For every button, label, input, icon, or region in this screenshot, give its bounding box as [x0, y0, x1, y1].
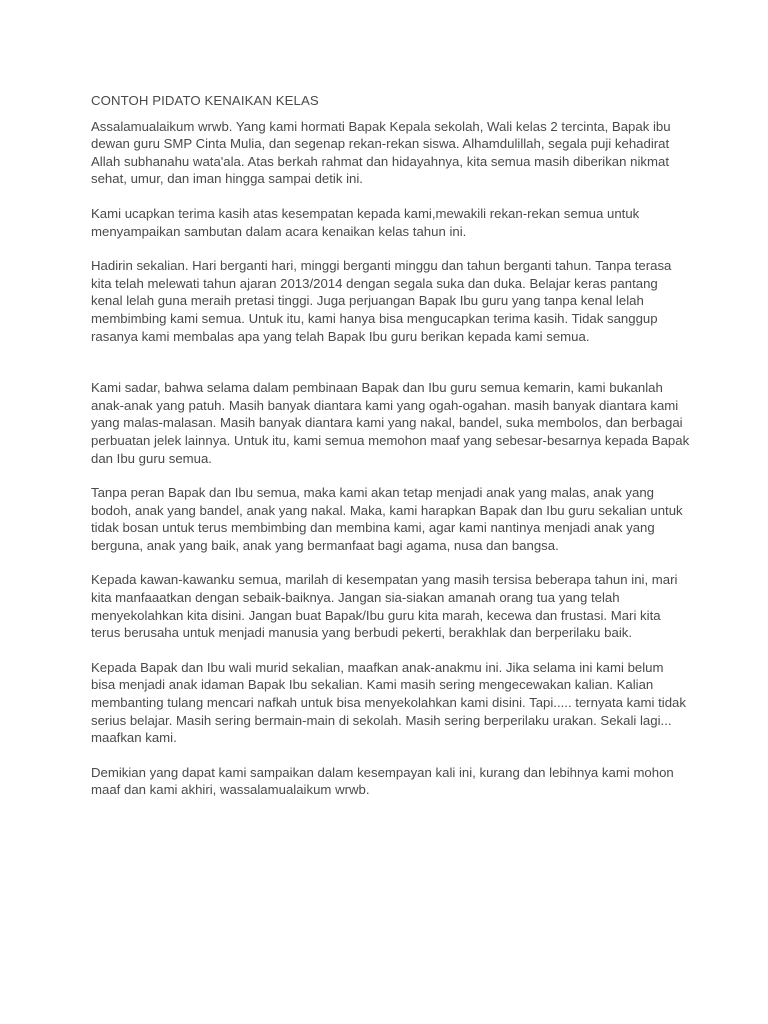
paragraph-apology: Kami sadar, bahwa selama dalam pembinaan Bapak dan Ibu guru semua kemarin, kami bukanlah anak-anak yang patuh. Masih banyak diantara kami yang ogah-ogahan. masih banyak diantara kami yang malas-malasan. Masih banyak diantara kami yang nakal, bandel, suka membolos, dan berbagai perbuatan jelek lainnya. Untuk itu, kami semua memohon maaf yang sebesar-besarnya kepada Bapak dan Ibu guru semua.: [91, 380, 690, 466]
document-page: [91, 92, 691, 816]
paragraph-opening: Assalamualaikum wrwb. Yang kami hormati Bapak Kepala sekolah, Wali kelas 2 tercinta, Bapak ibu dewan guru SMP Cinta Mulia, dan segenap rekan-rekan siswa. Alhamdulillah, segala puji kehadirat Allah subhanahu wata'ala. Atas berkah rahmat dan hidayahnya, kita semua masih diberikan nikmat sehat, umur, dan iman hingga sampai detik ini.: [91, 118, 671, 187]
document-title: CONTOH PIDATO KENAIKAN KELAS: [91, 93, 319, 108]
paragraph-to-parents: Kepada Bapak dan Ibu wali murid sekalian, maafkan anak-anakmu ini. Jika selama ini kami belum bisa menjadi anak idaman Bapak Ibu sekalian. Kami masih sering mengecewakan kalian. Kalian membanting tulang mencari nafkah untuk bisa menyekolahkan kami disini. Tapi..... ternyata kami tidak serius belajar. Masih sering bermain-main di sekolah. Masih sering berperilaku urakan. Sekali lagi... maafkan kami.: [91, 659, 686, 746]
paragraph-role-of-teachers: Tanpa peran Bapak dan Ibu semua, maka kami akan tetap menjadi anak yang malas, anak yang bodoh, anak yang bandel, anak yang nakal. Maka, kami harapkan Bapak dan Ibu guru sekalian untuk tidak bosan untuk terus membimbing dan membina kami, agar kami nantinya menjadi anak yang berguna, anak yang baik, anak yang bermanfaat bagi agama, nusa dan bangsa.: [91, 485, 683, 553]
paragraph-audience: Hadirin sekalian. Hari berganti hari, minggi berganti minggu dan tahun berganti tahun. Tanpa terasa kita telah melewati tahun ajaran 2013/2014 dengan segala suka dan duka. Belajar keras pantang kenal lelah guna meraih pretasi tinggi. Juga perjuangan Bapak Ibu guru yang tanpa kenal lelah membimbing kami semua. Untuk itu, kami hanya bisa mengucapkan terima kasih. Tidak sanggup rasanya kami membalas apa yang telah Bapak Ibu guru berikan kepada kami semua.: [91, 258, 672, 344]
paragraph-thanks: Kami ucapkan terima kasih atas kesempatan kepada kami,mewakili rekan-rekan semua untuk menyampaikan sambutan dalam acara kenaikan kelas tahun ini.: [91, 205, 640, 239]
paragraph-to-friends: Kepada kawan-kawanku semua, marilah di kesempatan yang masih tersisa beberapa tahun ini, mari kita manfaaatkan dengan sebaik-baiknya. Jangan sia-siakan amanah orang tua yang telah menyekolahkan kita disini. Jangan buat Bapak/Ibu guru kita marah, kecewa dan frustasi. Mari kita terus berusaha untuk menjadi manusia yang berbudi pekerti, berakhlak dan berperilaku baik.: [91, 572, 678, 641]
paragraph-closing: Demikian yang dapat kami sampaikan dalam kesempayan kali ini, kurang dan lebihnya kami mohon maaf dan kami akhiri, wassalamualaikum wrwb.: [91, 764, 674, 798]
